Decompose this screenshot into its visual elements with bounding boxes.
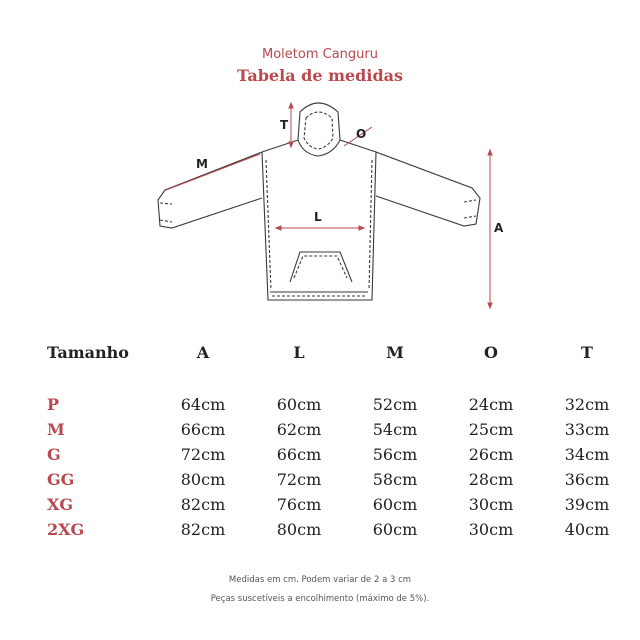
measurement-cell: 66cm [180, 420, 226, 439]
measurement-cell: 56cm [372, 445, 418, 464]
measurement-cell: 62cm [276, 420, 322, 439]
measurement-cell: 82cm [180, 495, 226, 514]
measurement-cell: 80cm [276, 520, 322, 539]
measurement-cell: 36cm [564, 470, 610, 489]
product-name: Moletom Canguru [262, 47, 378, 62]
label-m: M [196, 157, 208, 171]
measurement-cell: 26cm [468, 445, 514, 464]
measurement-cell: 64cm [180, 395, 226, 414]
label-a: A [494, 221, 504, 235]
measurement-cell: 60cm [372, 520, 418, 539]
measurement-cell: 76cm [276, 495, 322, 514]
table-row [47, 392, 635, 417]
measurement-cell: 72cm [180, 445, 226, 464]
size-label: 2XG [47, 520, 85, 539]
note-measurements: Medidas em cm. Podem variar de 2 a 3 cm [228, 575, 412, 585]
hoodie-outline [158, 103, 480, 300]
label-l: L [314, 210, 322, 224]
table-row [47, 517, 635, 542]
header-l: L [293, 342, 305, 362]
size-label: G [47, 445, 61, 464]
measurement-cell: 33cm [564, 420, 610, 439]
header-t: T [581, 342, 593, 362]
table-row [47, 467, 635, 492]
page-title: Tabela de medidas [237, 66, 403, 85]
table-row [47, 417, 635, 442]
measurement-cell: 66cm [276, 445, 322, 464]
measurement-cell: 28cm [468, 470, 514, 489]
measurement-cell: 34cm [564, 445, 610, 464]
measurement-cell: 60cm [372, 495, 418, 514]
measurement-cell: 82cm [180, 520, 226, 539]
measurement-lines [166, 103, 492, 308]
size-label: XG [47, 495, 74, 514]
measurement-cell: 58cm [372, 470, 418, 489]
size-label: M [47, 420, 65, 439]
note-shrinkage: Peças suscetíveis a encolhimento (máximo de 5%). [210, 594, 430, 604]
label-t: T [280, 118, 289, 132]
header-o: O [484, 342, 498, 362]
measurement-cell: 39cm [564, 495, 610, 514]
measurement-cell: 80cm [180, 470, 226, 489]
measurement-cell: 24cm [468, 395, 514, 414]
measurement-cell: 40cm [564, 520, 610, 539]
table-row [47, 442, 635, 467]
measurement-cell: 52cm [372, 395, 418, 414]
measurement-cell: 72cm [276, 470, 322, 489]
size-label: P [47, 395, 60, 414]
size-table [47, 337, 635, 542]
header-a: A [196, 342, 210, 362]
table-header-row [47, 337, 635, 367]
measurement-cell: 30cm [468, 520, 514, 539]
table-row [47, 492, 635, 517]
measurement-cell: 25cm [468, 420, 514, 439]
measurement-cell: 54cm [372, 420, 418, 439]
measurement-cell: 30cm [468, 495, 514, 514]
hoodie-measurement-diagram [0, 90, 640, 320]
size-label: GG [47, 470, 75, 489]
label-o: O [356, 127, 367, 141]
header-m: M [386, 342, 404, 362]
measurement-cell: 32cm [564, 395, 610, 414]
measurement-cell: 60cm [276, 395, 322, 414]
header-tamanho: Tamanho [47, 342, 129, 362]
